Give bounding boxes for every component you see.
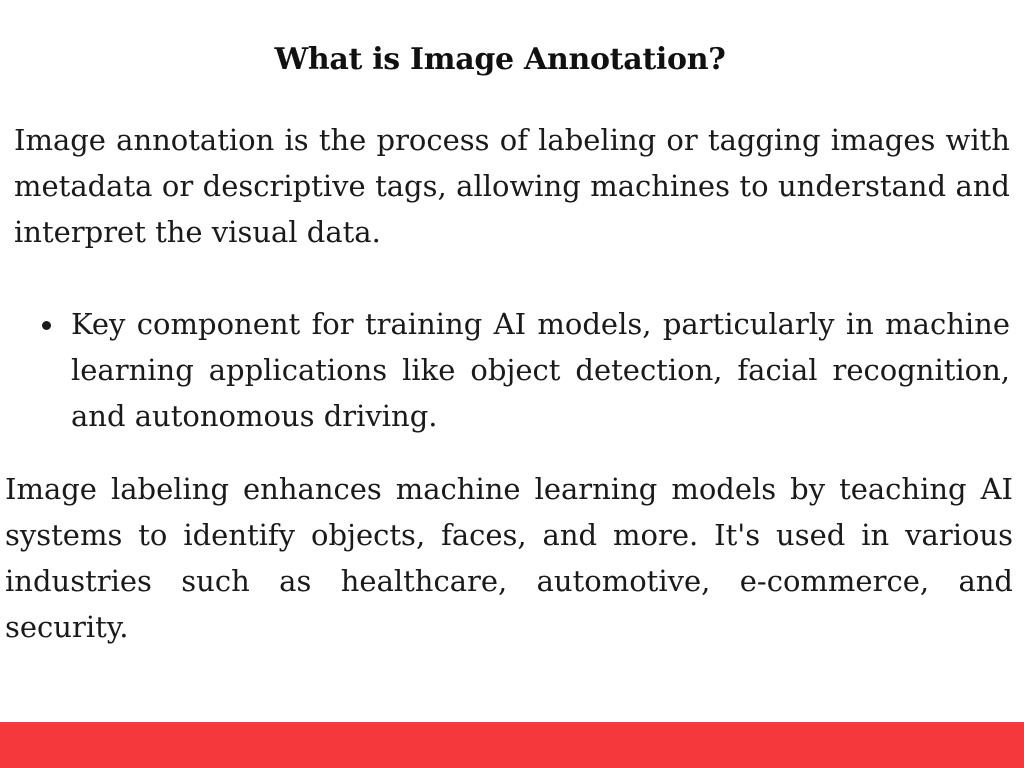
slide-title: What is Image Annotation? bbox=[274, 42, 726, 78]
intro-paragraph: Image annotation is the process of labeling or tagging images with metadata or descriptive tags, allowing machines to understand and interpret the visual data. bbox=[14, 123, 1010, 249]
closing-paragraph: Image labeling enhances machine learning models by teaching AI systems to identify objects, faces, and more. It's used in various industries such as healthcare, automotive, e-commerce, and security. bbox=[5, 472, 1013, 644]
bullet-item bbox=[40, 301, 1010, 439]
bullet-dot-icon bbox=[42, 321, 51, 330]
bullet-text: Key component for training AI models, particularly in machine learning applications like object detection, facial recognition, and autonomous driving. bbox=[71, 307, 1010, 433]
bullet-list bbox=[40, 301, 1010, 439]
footer-accent-bar bbox=[0, 722, 1024, 768]
